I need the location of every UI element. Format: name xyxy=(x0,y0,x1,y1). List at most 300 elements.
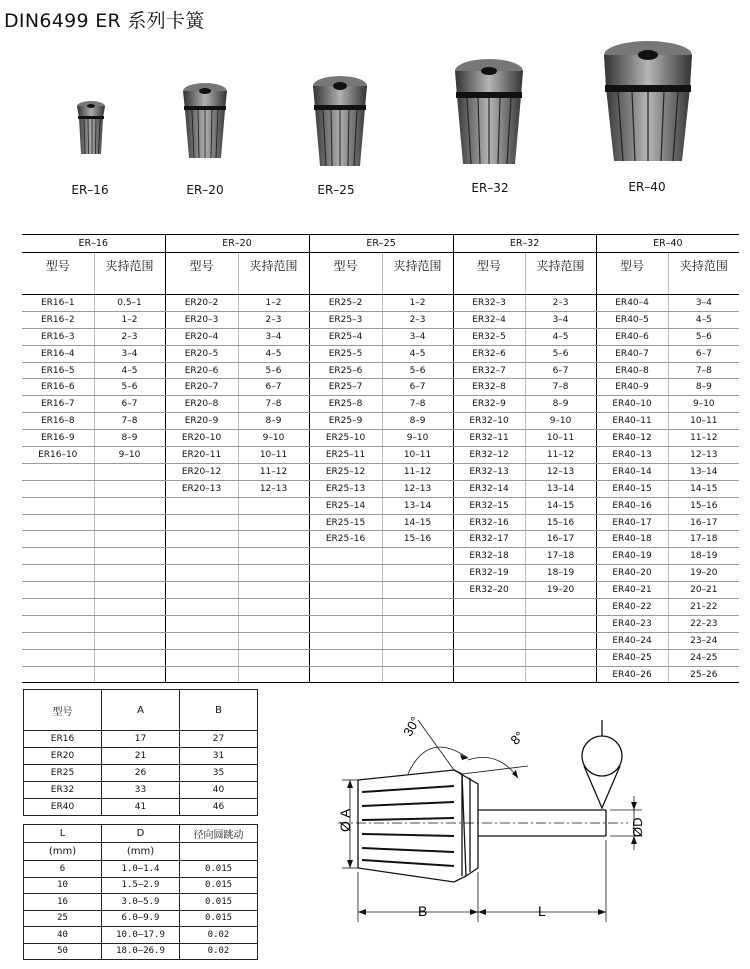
range-cell xyxy=(238,615,309,632)
range-cell: 5–6 xyxy=(238,362,309,379)
model-cell xyxy=(165,666,238,683)
model-cell xyxy=(165,514,238,531)
model-cell xyxy=(22,565,94,582)
model-cell: ER25–7 xyxy=(309,379,382,396)
group-header: ER–40 xyxy=(596,235,739,253)
model-cell: ER40–20 xyxy=(596,565,668,582)
range-cell xyxy=(94,531,165,548)
model-cell: ER20–5 xyxy=(165,345,238,362)
model-cell: ER40–21 xyxy=(596,582,668,599)
range-cell: 8–9 xyxy=(94,430,165,447)
model-cell: ER40–18 xyxy=(596,531,668,548)
range-cell: 3–4 xyxy=(238,328,309,345)
model-cell: ER16–8 xyxy=(22,413,94,430)
model-cell: ER32–19 xyxy=(453,565,525,582)
range-cell: 23–24 xyxy=(668,632,739,649)
table-cell: 46 xyxy=(180,799,258,816)
range-cell: 7–8 xyxy=(525,379,596,396)
range-cell xyxy=(94,649,165,666)
column-header-b: B xyxy=(180,690,258,731)
range-cell: 2–3 xyxy=(94,328,165,345)
range-cell xyxy=(94,565,165,582)
table-cell: ER25 xyxy=(24,765,102,782)
range-cell: 6–7 xyxy=(238,379,309,396)
table-cell: 17 xyxy=(102,731,180,748)
range-cell: 12–13 xyxy=(525,463,596,480)
range-cell: 6–7 xyxy=(668,345,739,362)
range-cell: 5–6 xyxy=(525,345,596,362)
collet-photo-er16 xyxy=(74,100,108,156)
range-cell: 4–5 xyxy=(668,311,739,328)
table-cell: 35 xyxy=(180,765,258,782)
model-cell xyxy=(22,514,94,531)
column-header-runout: 径向圆跳动 xyxy=(180,825,258,843)
unit-empty xyxy=(180,843,258,861)
table-row xyxy=(24,927,258,944)
model-cell xyxy=(22,649,94,666)
model-cell: ER25–15 xyxy=(309,514,382,531)
range-cell: 8–9 xyxy=(525,396,596,413)
range-cell xyxy=(525,615,596,632)
table-row xyxy=(24,877,258,894)
column-header-range: 夹持范围 xyxy=(94,253,165,295)
range-cell xyxy=(382,649,453,666)
range-cell xyxy=(238,497,309,514)
table-cell: 25 xyxy=(24,910,102,927)
model-cell: ER20–7 xyxy=(165,379,238,396)
range-cell xyxy=(94,548,165,565)
column-header-model: 型号 xyxy=(453,253,525,295)
model-cell: ER16–5 xyxy=(22,362,94,379)
dim-b-label: B xyxy=(418,903,428,919)
range-cell: 11–12 xyxy=(668,430,739,447)
column-header-range: 夹持范围 xyxy=(238,253,309,295)
model-cell: ER25–8 xyxy=(309,396,382,413)
model-cell: ER25–2 xyxy=(309,295,382,312)
model-cell: ER40–5 xyxy=(596,311,668,328)
model-cell: ER32–18 xyxy=(453,548,525,565)
range-cell xyxy=(238,582,309,599)
model-cell: ER25–4 xyxy=(309,328,382,345)
range-cell: 25–26 xyxy=(668,666,739,683)
range-cell: 8–9 xyxy=(382,413,453,430)
table-cell: 10.0–17.9 xyxy=(102,927,180,944)
model-cell: ER40–23 xyxy=(596,615,668,632)
table-row xyxy=(22,311,739,328)
table-row xyxy=(22,599,739,616)
table-cell: 27 xyxy=(180,731,258,748)
range-cell: 14–15 xyxy=(525,497,596,514)
range-cell: 12–13 xyxy=(382,480,453,497)
model-cell xyxy=(22,463,94,480)
range-cell xyxy=(238,666,309,683)
range-cell: 2–3 xyxy=(382,311,453,328)
collet-label-er20: ER–20 xyxy=(186,183,224,197)
model-cell xyxy=(165,599,238,616)
range-cell: 24–25 xyxy=(668,649,739,666)
model-cell: ER20–12 xyxy=(165,463,238,480)
model-cell: ER20–10 xyxy=(165,430,238,447)
range-cell: 6–7 xyxy=(525,362,596,379)
model-cell xyxy=(165,615,238,632)
range-cell: 7–8 xyxy=(238,396,309,413)
model-cell: ER32–9 xyxy=(453,396,525,413)
model-cell xyxy=(309,582,382,599)
model-cell: ER32–16 xyxy=(453,514,525,531)
table-row xyxy=(22,666,739,683)
table-cell: 41 xyxy=(102,799,180,816)
table-row xyxy=(24,910,258,927)
range-cell: 14–15 xyxy=(382,514,453,531)
table-cell: 0.015 xyxy=(180,894,258,911)
model-cell: ER40–4 xyxy=(596,295,668,312)
range-cell xyxy=(94,599,165,616)
range-cell: 7–8 xyxy=(94,413,165,430)
range-cell: 4–5 xyxy=(94,362,165,379)
table-cell: 10 xyxy=(24,877,102,894)
range-cell xyxy=(382,582,453,599)
dimension-table xyxy=(23,689,258,816)
model-cell xyxy=(453,632,525,649)
range-cell xyxy=(94,514,165,531)
range-cell xyxy=(238,649,309,666)
model-cell xyxy=(309,565,382,582)
range-cell: 1–2 xyxy=(94,311,165,328)
model-cell: ER20–9 xyxy=(165,413,238,430)
range-cell: 9–10 xyxy=(668,396,739,413)
collet-label-er32: ER–32 xyxy=(471,181,509,195)
model-cell xyxy=(165,632,238,649)
model-cell: ER40–8 xyxy=(596,362,668,379)
model-cell xyxy=(453,649,525,666)
range-cell xyxy=(94,615,165,632)
table-cell: 18.0–26.9 xyxy=(102,943,180,960)
group-header: ER–25 xyxy=(309,235,453,253)
model-cell xyxy=(165,565,238,582)
range-cell: 12–13 xyxy=(238,480,309,497)
range-cell xyxy=(94,632,165,649)
table-row xyxy=(22,396,739,413)
page-title: DIN6499 ER 系列卡簧 xyxy=(4,10,205,32)
range-cell: 10–11 xyxy=(382,447,453,464)
model-cell: ER32–10 xyxy=(453,413,525,430)
range-cell: 1–2 xyxy=(382,295,453,312)
range-cell xyxy=(382,565,453,582)
range-cell xyxy=(94,463,165,480)
table-cell: 21 xyxy=(102,748,180,765)
range-cell: 12–13 xyxy=(668,447,739,464)
model-cell: ER25–3 xyxy=(309,311,382,328)
table-row xyxy=(24,943,258,960)
range-cell: 13–14 xyxy=(668,463,739,480)
range-cell: 7–8 xyxy=(382,396,453,413)
table-cell: ER20 xyxy=(24,748,102,765)
range-cell xyxy=(94,480,165,497)
range-cell: 6–7 xyxy=(382,379,453,396)
table-row xyxy=(24,765,258,782)
model-cell xyxy=(22,599,94,616)
model-cell: ER40–14 xyxy=(596,463,668,480)
model-cell xyxy=(309,632,382,649)
angle-30-label: 30° xyxy=(400,714,423,739)
range-cell: 3–4 xyxy=(94,345,165,362)
range-cell xyxy=(238,565,309,582)
table-row xyxy=(24,861,258,878)
model-cell: ER25–14 xyxy=(309,497,382,514)
range-cell: 15–16 xyxy=(382,531,453,548)
model-cell: ER40–11 xyxy=(596,413,668,430)
model-cell xyxy=(165,548,238,565)
table-cell: 16 xyxy=(24,894,102,911)
table-row xyxy=(22,632,739,649)
table-cell: 0.015 xyxy=(180,861,258,878)
model-cell xyxy=(453,666,525,683)
column-header-range: 夹持范围 xyxy=(668,253,739,295)
table-row xyxy=(22,497,739,514)
range-cell: 9–10 xyxy=(94,447,165,464)
table-cell: 0.015 xyxy=(180,910,258,927)
collet-photo-er40 xyxy=(601,40,695,163)
range-cell: 15–16 xyxy=(668,497,739,514)
table-cell: ER16 xyxy=(24,731,102,748)
model-cell: ER16–2 xyxy=(22,311,94,328)
table-row xyxy=(24,799,258,816)
range-cell: 3–4 xyxy=(382,328,453,345)
model-cell: ER40–10 xyxy=(596,396,668,413)
table-cell: 26 xyxy=(102,765,180,782)
table-row xyxy=(24,731,258,748)
range-cell xyxy=(238,514,309,531)
model-cell: ER25–10 xyxy=(309,430,382,447)
range-cell: 3–4 xyxy=(668,295,739,312)
model-cell: ER25–11 xyxy=(309,447,382,464)
table-row xyxy=(22,615,739,632)
column-header-d: D xyxy=(102,825,180,843)
model-cell: ER16–1 xyxy=(22,295,94,312)
model-cell: ER40–24 xyxy=(596,632,668,649)
model-cell: ER32–7 xyxy=(453,362,525,379)
model-cell: ER25–13 xyxy=(309,480,382,497)
model-cell: ER25–6 xyxy=(309,362,382,379)
model-cell xyxy=(165,582,238,599)
range-cell: 4–5 xyxy=(382,345,453,362)
range-cell xyxy=(382,666,453,683)
model-cell: ER25–5 xyxy=(309,345,382,362)
range-cell: 20–21 xyxy=(668,582,739,599)
model-cell: ER40–13 xyxy=(596,447,668,464)
range-cell: 0.5–1 xyxy=(94,295,165,312)
range-cell: 5–6 xyxy=(668,328,739,345)
range-cell: 3–4 xyxy=(525,311,596,328)
model-cell: ER32–14 xyxy=(453,480,525,497)
model-cell: ER20–11 xyxy=(165,447,238,464)
range-cell: 15–16 xyxy=(525,514,596,531)
table-cell: 6 xyxy=(24,861,102,878)
range-cell: 4–5 xyxy=(238,345,309,362)
table-row xyxy=(24,894,258,911)
range-cell: 16–17 xyxy=(525,531,596,548)
unit-label: (mm) xyxy=(24,843,102,861)
table-row xyxy=(22,447,739,464)
model-cell xyxy=(165,531,238,548)
model-cell: ER20–2 xyxy=(165,295,238,312)
model-cell: ER16–10 xyxy=(22,447,94,464)
table-row xyxy=(22,582,739,599)
model-cell xyxy=(22,666,94,683)
unit-label: (mm) xyxy=(102,843,180,861)
model-cell xyxy=(309,548,382,565)
range-cell: 18–19 xyxy=(525,565,596,582)
model-cell xyxy=(22,480,94,497)
model-cell: ER40–12 xyxy=(596,430,668,447)
collet-photo-er32 xyxy=(452,58,526,166)
model-cell: ER20–13 xyxy=(165,480,238,497)
model-cell: ER40–17 xyxy=(596,514,668,531)
column-header-model: 型号 xyxy=(596,253,668,295)
model-cell: ER32–8 xyxy=(453,379,525,396)
range-cell: 10–11 xyxy=(238,447,309,464)
table-row xyxy=(22,480,739,497)
table-row xyxy=(22,548,739,565)
model-cell: ER32–20 xyxy=(453,582,525,599)
model-cell: ER40–26 xyxy=(596,666,668,683)
table-cell: 0.02 xyxy=(180,927,258,944)
table-cell: 6.0–9.9 xyxy=(102,910,180,927)
column-header-range: 夹持范围 xyxy=(525,253,596,295)
group-header: ER–32 xyxy=(453,235,596,253)
range-cell xyxy=(525,666,596,683)
angle-8-label: 8° xyxy=(507,728,527,748)
range-cell: 10–11 xyxy=(668,413,739,430)
range-cell xyxy=(238,599,309,616)
table-row xyxy=(22,531,739,548)
collet-label-er25: ER–25 xyxy=(317,183,355,197)
model-cell: ER40–9 xyxy=(596,379,668,396)
range-cell: 11–12 xyxy=(525,447,596,464)
group-header: ER–16 xyxy=(22,235,165,253)
range-cell: 22–23 xyxy=(668,615,739,632)
model-cell: ER32–3 xyxy=(453,295,525,312)
table-row xyxy=(24,748,258,765)
dim-a-label: Ø A xyxy=(337,808,353,832)
table-row xyxy=(22,463,739,480)
group-header: ER–20 xyxy=(165,235,309,253)
dim-d-label: ØD xyxy=(630,817,645,837)
table-row xyxy=(22,328,739,345)
model-cell: ER20–8 xyxy=(165,396,238,413)
model-cell xyxy=(165,497,238,514)
range-cell: 5–6 xyxy=(94,379,165,396)
table-row xyxy=(22,514,739,531)
model-cell xyxy=(22,632,94,649)
table-cell: 1.5–2.9 xyxy=(102,877,180,894)
table-cell: 50 xyxy=(24,943,102,960)
model-cell: ER25–9 xyxy=(309,413,382,430)
dim-l-label: L xyxy=(538,903,546,919)
collet-label-er16: ER–16 xyxy=(71,183,109,197)
model-cell: ER32–4 xyxy=(453,311,525,328)
range-cell xyxy=(382,615,453,632)
model-cell: ER40–22 xyxy=(596,599,668,616)
table-cell: ER40 xyxy=(24,799,102,816)
table-row xyxy=(22,362,739,379)
column-header-range: 夹持范围 xyxy=(382,253,453,295)
model-cell: ER16–6 xyxy=(22,379,94,396)
range-cell: 4–5 xyxy=(525,328,596,345)
model-cell: ER40–25 xyxy=(596,649,668,666)
table-cell: 3.0–5.9 xyxy=(102,894,180,911)
model-cell: ER20–4 xyxy=(165,328,238,345)
table-row xyxy=(22,345,739,362)
model-cell xyxy=(309,649,382,666)
collet-photo-er20 xyxy=(180,82,230,160)
column-header-model: 型号 xyxy=(165,253,238,295)
table-row xyxy=(22,649,739,666)
table-cell: 0.02 xyxy=(180,943,258,960)
range-cell: 5–6 xyxy=(382,362,453,379)
model-cell xyxy=(22,615,94,632)
runout-table xyxy=(23,824,258,960)
range-cell: 2–3 xyxy=(238,311,309,328)
model-cell xyxy=(22,531,94,548)
range-cell: 19–20 xyxy=(525,582,596,599)
model-cell: ER40–6 xyxy=(596,328,668,345)
range-cell: 14–15 xyxy=(668,480,739,497)
range-cell xyxy=(238,632,309,649)
model-cell: ER25–12 xyxy=(309,463,382,480)
range-cell: 2–3 xyxy=(525,295,596,312)
range-cell: 11–12 xyxy=(238,463,309,480)
range-cell: 17–18 xyxy=(525,548,596,565)
range-cell xyxy=(525,632,596,649)
table-cell: ER32 xyxy=(24,782,102,799)
model-cell: ER32–13 xyxy=(453,463,525,480)
range-cell: 10–11 xyxy=(525,430,596,447)
range-cell: 13–14 xyxy=(525,480,596,497)
range-cell: 11–12 xyxy=(382,463,453,480)
range-cell xyxy=(94,582,165,599)
range-cell: 9–10 xyxy=(382,430,453,447)
range-cell: 21–22 xyxy=(668,599,739,616)
model-cell: ER16–4 xyxy=(22,345,94,362)
table-cell: 33 xyxy=(102,782,180,799)
model-cell: ER40–19 xyxy=(596,548,668,565)
table-row xyxy=(24,782,258,799)
model-cell xyxy=(309,599,382,616)
model-cell: ER20–3 xyxy=(165,311,238,328)
model-cell: ER40–7 xyxy=(596,345,668,362)
range-cell: 9–10 xyxy=(525,413,596,430)
model-cell: ER32–12 xyxy=(453,447,525,464)
model-cell: ER32–11 xyxy=(453,430,525,447)
model-cell xyxy=(453,615,525,632)
table-cell: 1.0–1.4 xyxy=(102,861,180,878)
model-cell xyxy=(22,548,94,565)
model-cell xyxy=(309,615,382,632)
table-cell: 31 xyxy=(180,748,258,765)
range-cell xyxy=(94,497,165,514)
model-cell: ER25–16 xyxy=(309,531,382,548)
table-cell: 40 xyxy=(180,782,258,799)
range-cell xyxy=(525,599,596,616)
range-cell: 13–14 xyxy=(382,497,453,514)
collet-range-table xyxy=(22,234,739,683)
table-row xyxy=(22,413,739,430)
table-row xyxy=(22,565,739,582)
model-cell xyxy=(22,582,94,599)
model-cell xyxy=(165,649,238,666)
range-cell: 7–8 xyxy=(668,362,739,379)
